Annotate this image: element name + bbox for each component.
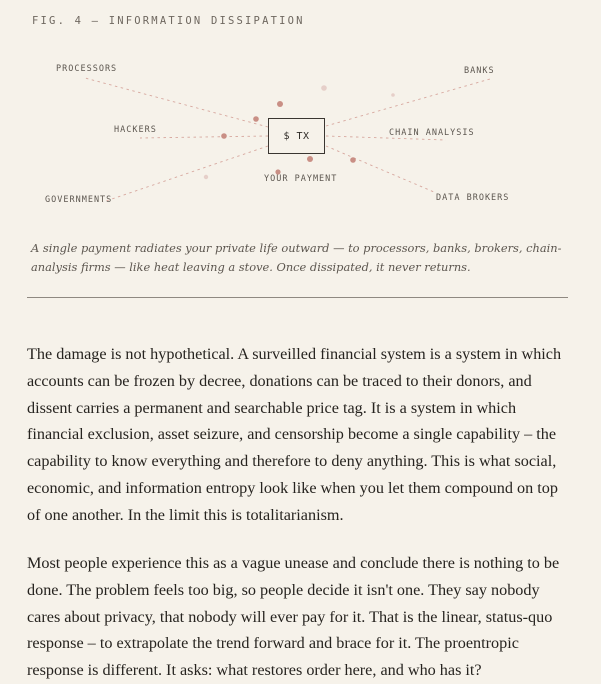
connector-governments (103, 146, 268, 202)
node-processors: PROCESSORS (56, 64, 118, 74)
body-paragraph-1: The damage is not hypothetical. A surveilled financial system is a system in which accounts can be frozen by decree, donations can be traced to their donors, and dissent carries a permanent and searchable price tag. It is a system in which financial exclusion, asset seizure, and censorship become a single capability – the capability to know everything and therefore to deny anything. This is what social, economic, and information entropy look like when you let them compound on top of one another. In the limit this is totalitarianism. (27, 345, 562, 524)
center-transaction-label: $ TX (283, 130, 310, 142)
node-data-brokers: DATA BROKERS (436, 193, 510, 203)
particle (253, 116, 259, 122)
center-transaction-box (268, 118, 325, 154)
node-banks: BANKS (464, 66, 495, 76)
section-divider (27, 297, 568, 298)
particle-faint (391, 93, 395, 97)
node-governments: GOVERNMENTS (45, 195, 113, 205)
particle (277, 101, 283, 107)
particle-faint (321, 85, 327, 91)
particle (221, 133, 227, 139)
particle (307, 156, 313, 162)
body-paragraph-2: Most people experience this as a vague unease and conclude there is nothing to be done. The problem feels too big, so people decide it isn't one. They say nobody cares about privacy, that nobody will ever pay for it. That is the linear, status-quo response – to extrapolate the trend forward and brace for it. The proentropic response is different. It asks: what restores order here, and who has it? (27, 554, 560, 680)
particle-faint (204, 175, 208, 179)
dissipation-diagram (0, 0, 601, 230)
figure-label: FIG. 4 — INFORMATION DISSIPATION (32, 15, 305, 27)
node-chain-analysis: CHAIN ANALYSIS (389, 128, 475, 138)
node-hackers: HACKERS (114, 125, 157, 135)
connector-hackers (140, 136, 268, 138)
particle (350, 157, 356, 163)
connector-banks (326, 79, 490, 126)
connector-data-brokers (326, 146, 434, 192)
connector-processors (85, 78, 268, 127)
figure-caption: A single payment radiates your private life outward — to processors, banks, brokers, chain-analysis firms — like heat leaving a stove. Once dissipated, it never returns. (31, 241, 562, 274)
center-caption: YOUR PAYMENT (264, 174, 338, 184)
